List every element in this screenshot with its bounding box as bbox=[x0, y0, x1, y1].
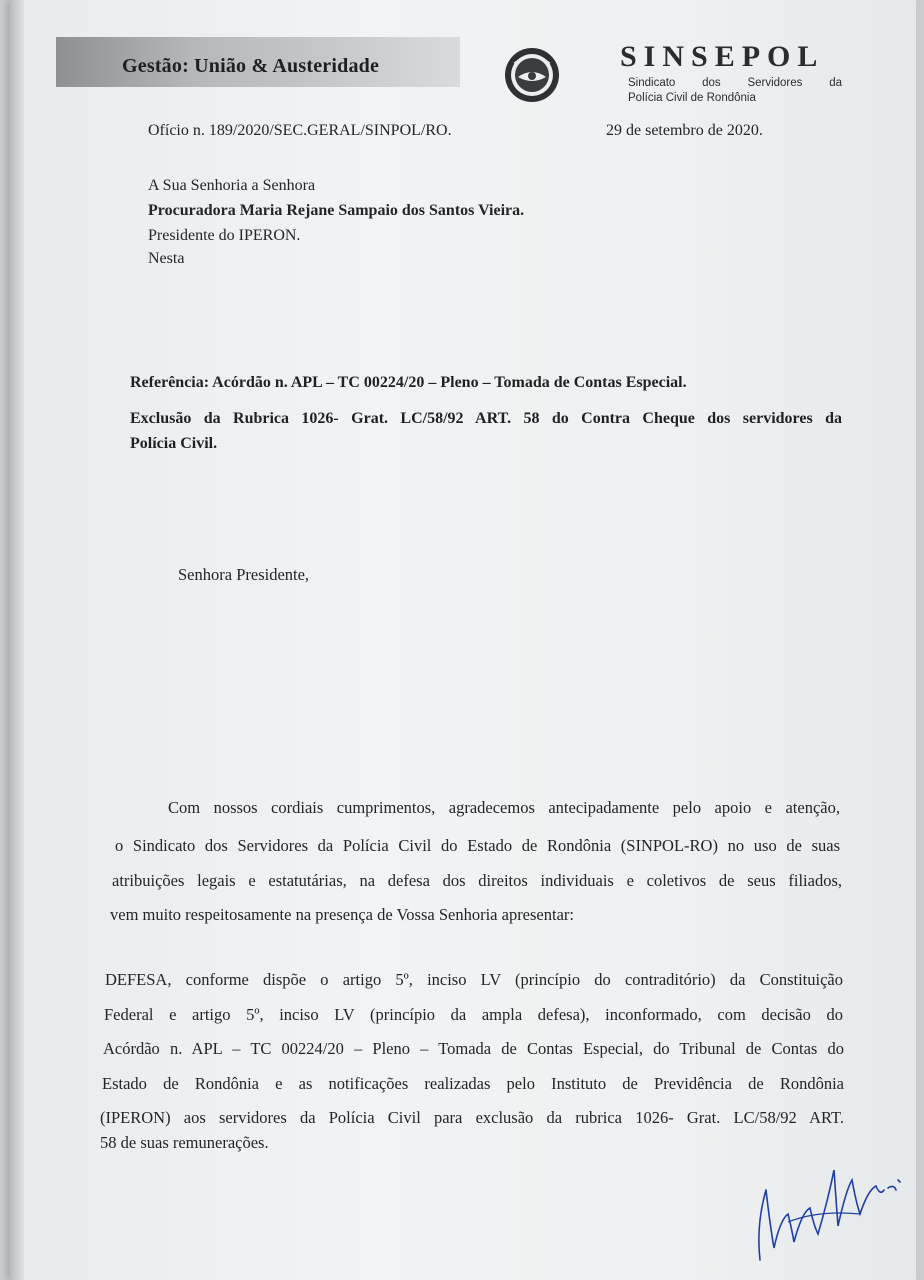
handwritten-signature bbox=[748, 1130, 918, 1270]
oficio-number: Ofício n. 189/2020/SEC.GERAL/SINPOL/RO. bbox=[148, 122, 452, 139]
recipient-role: Presidente do IPERON. bbox=[148, 227, 301, 244]
paragraph2-line2: Federal e artigo 5º, inciso LV (princípio da ampla defesa), inconformado, com decisão do bbox=[104, 1005, 843, 1024]
recipient-place: Nesta bbox=[148, 250, 185, 267]
recipient-line1: A Sua Senhoria a Senhora bbox=[148, 177, 316, 194]
paragraph1-line3: atribuições legais e estatutárias, na defesa dos direitos individuais e coletivos de seus filiados, bbox=[112, 871, 842, 890]
page-edge-shadow bbox=[10, 0, 24, 1280]
reference-line2: Exclusão da Rubrica 1026- Grat. LC/58/92 ART. 58 do Contra Cheque dos servidores da bbox=[130, 410, 842, 427]
paragraph1-line1: Com nossos cordiais cumprimentos, agradecemos antecipadamente pelo apoio e atenção, bbox=[168, 798, 840, 817]
letter-date: 29 de setembro de 2020. bbox=[606, 122, 763, 139]
recipient-name: Procuradora Maria Rejane Sampaio dos Santos Vieira. bbox=[148, 202, 525, 219]
paragraph1-line2: o Sindicato dos Servidores da Polícia Civil do Estado de Rondônia (SINPOL-RO) no uso de suas bbox=[115, 836, 840, 855]
reference-line3: Polícia Civil. bbox=[130, 435, 218, 452]
org-subtitle-line2: Polícia Civil de Rondônia bbox=[628, 92, 756, 104]
paragraph2-line3: Acórdão n. APL – TC 00224/20 – Pleno – Tomada de Contas Especial, do Tribunal de Contas do bbox=[103, 1039, 844, 1058]
salutation: Senhora Presidente, bbox=[178, 565, 310, 584]
paragraph1-line4: vem muito respeitosamente na presença de Vossa Senhoria apresentar: bbox=[110, 905, 574, 924]
paragraph2-line4: Estado de Rondônia e as notificações realizadas pelo Instituto de Previdência de Rondônia bbox=[102, 1074, 844, 1093]
org-name: SINSEPOL bbox=[620, 40, 825, 73]
reference-line1: Referência: Acórdão n. APL – TC 00224/20 – Pleno – Tomada de Contas Especial. bbox=[130, 374, 687, 391]
paragraph2-line5: (IPERON) aos servidores da Polícia Civil para exclusão da rubrica 1026- Grat. LC/58/92 ART. bbox=[100, 1108, 844, 1127]
paragraph2-line6: 58 de suas remunerações. bbox=[100, 1133, 269, 1152]
org-subtitle-line1: Sindicato dos Servidores da bbox=[628, 77, 842, 89]
paragraph2-line1: DEFESA, conforme dispõe o artigo 5º, inciso LV (princípio do contraditório) da Constituição bbox=[105, 970, 843, 989]
banner-title: Gestão: União & Austeridade bbox=[122, 55, 380, 77]
union-seal-logo bbox=[504, 47, 560, 103]
